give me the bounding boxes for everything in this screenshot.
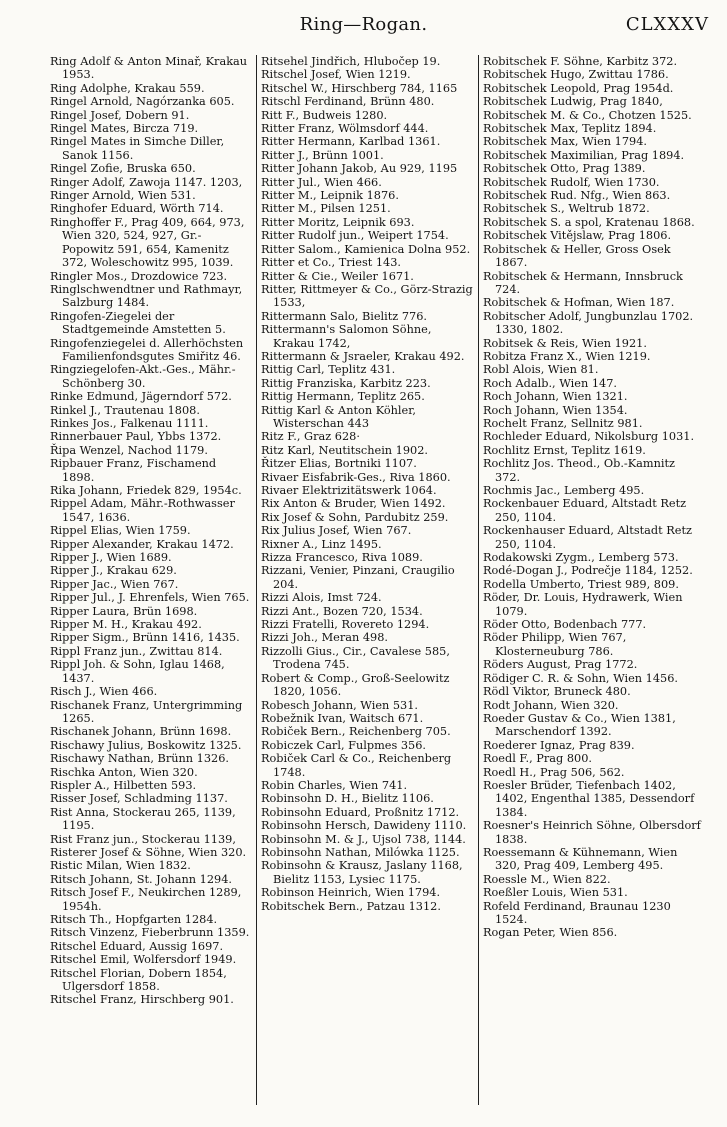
list-item: Roeßler Louis, Wien 531.	[483, 886, 628, 900]
list-item: Rischawy Julius, Boskowitz 1325.	[50, 738, 242, 752]
list-item: Rixner A., Linz 1495.	[261, 537, 382, 551]
list-item: Rödiger C. R. & Sohn, Wien 1456.	[483, 671, 679, 685]
column-1	[46, 55, 256, 1105]
list-item: Ritsch Johann, St. Johann 1294.	[50, 872, 233, 886]
list-item: Ritt F., Budweis 1280.	[261, 108, 388, 122]
list-item: Ringel Josef, Dobern 91.	[50, 108, 190, 122]
list-item: Ringel Mates in Simche Diller, Sanok 1156.	[50, 135, 228, 162]
list-item: Ring Adolf & Anton Minař, Krakau 1953.	[50, 55, 251, 82]
list-item: Ritschl Ferdinand, Brünn 480.	[261, 95, 435, 109]
list-item: Rodakowski Zygm., Lemberg 573.	[483, 551, 679, 565]
list-item: Röder Otto, Bodenbach 777.	[483, 618, 647, 632]
list-item: Ringer Arnold, Wien 531.	[50, 189, 196, 203]
list-item: Robinsohn M. & J., Ujsol 738, 1144.	[261, 832, 466, 846]
list-item: Rochleder Eduard, Nikolsburg 1031.	[483, 430, 695, 444]
list-item: Ringel Zofie, Bruska 650.	[50, 162, 196, 176]
list-item: Robl Alois, Wien 81.	[483, 363, 599, 377]
list-item: Rittig Karl & Anton Köhler, Wisterschan 443	[261, 403, 420, 430]
list-item: Rischanek Franz, Untergrimming 1265.	[50, 698, 246, 725]
list-item: Roeder Gustav & Co., Wien 1381, Marschendorf 1392.	[483, 711, 680, 739]
list-item: Robitschek F. Söhne, Karbitz 372.	[483, 55, 678, 68]
list-item: Rogan Peter, Wien 856.	[483, 926, 618, 940]
list-item: Ritter J., Brünn 1001.	[261, 148, 384, 162]
list-item: Robinsohn Nathan, Milówka 1125.	[261, 845, 460, 859]
list-item: Rockenhauser Eduard, Altstadt Retz 250, 1104.	[483, 524, 696, 551]
list-item: Rizzi Ant., Bozen 720, 1534.	[261, 604, 423, 618]
list-item: Robitschek S., Weltrub 1872.	[483, 202, 650, 216]
list-item: Rittig Hermann, Teplitz 265.	[261, 390, 425, 404]
list-item: Ripper M. H., Krakau 492.	[50, 618, 202, 632]
list-item: Ripbauer Franz, Fischamend 1898.	[50, 457, 220, 484]
list-item: Rodt Johann, Wien 320.	[483, 698, 619, 712]
list-item: Robitza Franz X., Wien 1219.	[483, 349, 651, 363]
list-item: Rippel Adam, Mähr.-Rothwasser 1547, 1636.	[50, 497, 239, 524]
list-item: Rinnerbauer Paul, Ybbs 1372.	[50, 430, 222, 444]
list-item: Rizza Francesco, Riva 1089.	[261, 551, 423, 565]
list-item: Ritz F., Graz 628·	[261, 430, 360, 444]
list-item: Robert & Comp., Groß-Seelowitz 1820, 1056.	[261, 671, 454, 699]
list-item: Rittermann & Jsraeler, Krakau 492.	[261, 349, 465, 363]
column-3	[479, 55, 707, 1105]
list-item: Ringofen-Ziegelei der Stadtgemeinde Amstetten 5.	[50, 309, 226, 337]
list-item: Ritter & Cie., Weiler 1671.	[261, 269, 414, 283]
list-item: Ringler Mos., Drozdowice 723.	[50, 269, 228, 283]
list-item: Rix Josef & Sohn, Pardubitz 259.	[261, 510, 449, 524]
list-item: Ritschel Eduard, Aussig 1697.	[50, 939, 224, 953]
list-item: Ringel Arnold, Nagórzanka 605.	[50, 95, 235, 109]
list-item: Roedl H., Prag 506, 562.	[483, 765, 625, 779]
list-item: Rochlitz Ernst, Teplitz 1619.	[483, 443, 646, 457]
list-item: Robesch Johann, Wien 531.	[261, 698, 419, 712]
list-item: Ritschel Emil, Wolfersdorf 1949.	[50, 953, 237, 967]
page-title: Ring—Rogan.	[299, 14, 428, 35]
list-item: Robitschek Bern., Patzau 1312.	[261, 899, 441, 913]
list-item: Robinsohn Hersch, Dawideny 1110.	[261, 819, 467, 833]
list-item: Ringhofer Eduard, Wörth 714.	[50, 202, 224, 216]
list-item: Ringziegelofen-Akt.-Ges., Mähr.-Schönberg 30.	[50, 363, 236, 390]
directory-columns	[46, 55, 707, 1105]
list-item: Rittermann Salo, Bielitz 776.	[261, 309, 428, 323]
list-item: Rödl Viktor, Bruneck 480.	[483, 685, 631, 699]
list-item: Roch Johann, Wien 1321.	[483, 390, 628, 404]
list-item: Ritschel Josef, Wien 1219.	[261, 68, 411, 82]
list-item: Ritter Salom., Kamienica Dolna 952.	[261, 242, 471, 256]
list-item: Řipa Wenzel, Nachod 1179.	[50, 443, 208, 457]
list-item: Robinson Heinrich, Wien 1794.	[261, 886, 441, 900]
list-item: Rodé-Dogan J., Podrečje 1184, 1252.	[483, 564, 693, 578]
list-item: Rippl Franz jun., Zwittau 814.	[50, 644, 223, 658]
list-item: Ritschel Franz, Hirschberg 901.	[50, 993, 234, 1007]
list-item: Robitscher Adolf, Jungbunzlau 1702. 1330, 1802.	[483, 309, 697, 337]
list-item: Robinsohn D. H., Bielitz 1106.	[261, 792, 434, 806]
list-item: Rischka Anton, Wien 320.	[50, 765, 198, 779]
list-item: Robinsohn Eduard, Proßnitz 1712.	[261, 805, 460, 819]
list-item: Rinkes Jos., Falkenau 1111.	[50, 416, 209, 430]
column-2	[256, 55, 479, 1105]
list-item: Robitschek Ludwig, Prag 1840,	[483, 95, 663, 109]
list-item: Risterer Josef & Söhne, Wien 320.	[50, 845, 247, 859]
list-item: Ritsch Vinzenz, Fieberbrunn 1359.	[50, 926, 250, 940]
list-item: Roch Adalb., Wien 147.	[483, 376, 617, 390]
list-item: Rittig Carl, Teplitz 431.	[261, 363, 396, 377]
list-item: Robežnik Ivan, Waitsch 671.	[261, 711, 424, 725]
list-item: Roessemann & Kühnemann, Wien 320, Prag 409, Lemberg 495.	[483, 845, 681, 873]
list-item: Ritsehel Jindřich, Hlubočep 19.	[261, 55, 441, 68]
list-item: Robitschek Vitějslaw, Prag 1806.	[483, 229, 672, 243]
list-item: Robiček Bern., Reichenberg 705.	[261, 725, 451, 739]
list-item: Robitschek Hugo, Zwittau 1786.	[483, 68, 669, 82]
list-item: Ritter Johann Jakob, Au 929, 1195	[261, 162, 458, 176]
list-item: Ripper Alexander, Krakau 1472.	[50, 537, 234, 551]
list-item: Rix Julius Josef, Wien 767.	[261, 524, 412, 538]
list-item: Risch J., Wien 466.	[50, 685, 158, 699]
list-item: Rix Anton & Bruder, Wien 1492.	[261, 497, 446, 511]
list-item: Robitschek & Heller, Gross Osek 1867.	[483, 242, 675, 270]
list-item: Röder, Dr. Louis, Hydrawerk, Wien 1079.	[483, 591, 687, 618]
list-item: Rivaer Eisfabrik-Ges., Riva 1860.	[261, 470, 451, 484]
list-item: Rochelt Franz, Sellnitz 981.	[483, 416, 643, 430]
list-item: Rochlitz Jos. Theod., Ob.-Kamnitz 372.	[483, 457, 679, 484]
list-item: Ripper J., Wien 1689.	[50, 551, 172, 565]
list-item: Rischanek Johann, Brünn 1698.	[50, 725, 232, 739]
list-item: Ritsch Th., Hopfgarten 1284.	[50, 913, 218, 926]
list-item: Řitzer Elias, Bortniki 1107.	[261, 457, 417, 471]
list-item: Rizzi Alois, Imst 724.	[261, 591, 382, 605]
list-item: Rockenbauer Eduard, Altstadt Retz 250, 1104.	[483, 497, 690, 524]
list-item: Rinkel J., Trautenau 1808.	[50, 403, 200, 417]
list-item: Ristic Milan, Wien 1832.	[50, 859, 191, 873]
list-item: Ringlschwendtner und Rathmayr, Salzburg 1484.	[50, 282, 246, 310]
list-item: Ripper Jul., J. Ehrenfels, Wien 765.	[50, 591, 250, 605]
list-item: Rizzi Joh., Meran 498.	[261, 631, 389, 645]
list-item: Robitschek & Hofman, Wien 187.	[483, 296, 675, 310]
list-item: Ringofenziegelei d. Allerhöchsten Familienfondsgutes Smiřitz 46.	[50, 336, 247, 363]
list-item: Roedl F., Prag 800.	[483, 752, 592, 766]
list-item: Roesler Brüder, Tiefenbach 1402, 1402, Engenthal 1385, Dessendorf 1384.	[483, 778, 698, 819]
list-item: Rist Anna, Stockerau 265, 1139, 1195.	[50, 805, 240, 833]
list-item: Robitschek Rud. Nfg., Wien 863.	[483, 189, 671, 203]
list-item: Roederer Ignaz, Prag 839.	[483, 738, 635, 752]
list-item: Roch Johann, Wien 1354.	[483, 403, 628, 417]
list-item: Rippel Elias, Wien 1759.	[50, 524, 191, 538]
list-item: Röder Philipp, Wien 767, Klosterneuburg 786.	[483, 631, 630, 658]
list-item: Rizzi Fratelli, Rovereto 1294.	[261, 618, 430, 632]
list-item: Robitschek M. & Co., Chotzen 1525.	[483, 108, 692, 122]
list-item: Ritter Hermann, Karlbad 1361.	[261, 135, 441, 149]
list-item: Rivaer Elektrizitätswerk 1064.	[261, 484, 437, 497]
list-item: Ritter et Co., Triest 143.	[261, 256, 402, 270]
list-item: Robitschek Max, Teplitz 1894.	[483, 122, 657, 136]
list-item: Robitschek Otto, Prag 1389.	[483, 162, 646, 176]
list-item: Ripper Laura, Brün 1698.	[50, 604, 198, 618]
list-item: Ritter Rudolf jun., Weipert 1754.	[261, 229, 449, 243]
list-item: Ritter, Rittmeyer & Co., Görz-Strazig 1533,	[261, 282, 477, 310]
list-item: Ring Adolphe, Krakau 559.	[50, 81, 205, 95]
list-item: Ritter Franz, Wölmsdorf 444.	[261, 122, 429, 136]
list-item: Rist Franz jun., Stockerau 1139,	[50, 832, 236, 846]
list-item: Ripper Sigm., Brünn 1416, 1435.	[50, 631, 240, 645]
list-item: Ritter M., Pilsen 1251.	[261, 202, 391, 216]
list-item: Robiček Carl & Co., Reichenberg 1748.	[261, 752, 455, 779]
page-header	[0, 10, 727, 44]
list-item: Ritsch Josef F., Neukirchen 1289, 1954h.	[50, 886, 245, 913]
list-item: Roesner's Heinrich Söhne, Olbersdorf 1838.	[483, 819, 705, 846]
list-item: Robiczek Carl, Fulpmes 356.	[261, 738, 427, 752]
list-item: Risser Josef, Schladming 1137.	[50, 792, 228, 806]
list-item: Rischawy Nathan, Brünn 1326.	[50, 752, 229, 766]
list-item: Robitsek & Reis, Wien 1921.	[483, 336, 647, 350]
list-item: Ringhoffer F., Prag 409, 664, 973, Wien 320, 524, 927, Gr.-Popowitz 591, 654, Kamenitz 372, Woleschowitz 995, 1039.	[50, 215, 249, 270]
list-item: Robitschek Rudolf, Wien 1730.	[483, 175, 660, 189]
list-item: Robitschek & Hermann, Innsbruck 724.	[483, 269, 687, 296]
list-item: Rochmis Jac., Lemberg 495.	[483, 484, 645, 497]
list-item: Robitschek Leopold, Prag 1954d.	[483, 81, 674, 95]
list-item: Röders August, Prag 1772.	[483, 658, 638, 672]
list-item: Rizzolli Gius., Cir., Cavalese 585, Trodena 745.	[261, 644, 454, 672]
list-item: Robitschek S. a spol, Kratenau 1868.	[483, 215, 695, 229]
list-item: Ritter Moritz, Leipnik 693.	[261, 215, 415, 229]
list-item: Robinsohn & Krausz, Jaslany 1168, Bielitz 1153, Lysiec 1175.	[261, 859, 467, 886]
list-item: Rika Johann, Friedek 829, 1954c.	[50, 484, 242, 497]
list-item: Robin Charles, Wien 741.	[261, 778, 408, 792]
list-item: Ripper J., Krakau 629.	[50, 564, 177, 578]
list-item: Rodella Umberto, Triest 989, 809.	[483, 577, 679, 591]
list-item: Rinke Edmund, Jägerndorf 572.	[50, 390, 232, 404]
list-item: Rizzani, Venier, Pinzani, Craugilio 204.	[261, 564, 459, 591]
list-item: Rippl Joh. & Sohn, Iglau 1468, 1437.	[50, 658, 229, 685]
list-item: Ritz Karl, Neutitschein 1902.	[261, 443, 429, 457]
list-item: Rofeld Ferdinand, Braunau 1230 1524.	[483, 899, 675, 926]
list-item: Robitschek Max, Wien 1794.	[483, 135, 647, 149]
list-item: Roessle M., Wien 822.	[483, 872, 611, 886]
list-item: Ritter M., Leipnik 1876.	[261, 189, 399, 203]
list-item: Rittermann's Salomon Söhne, Krakau 1742,	[261, 323, 436, 350]
list-item: Rispler A., Hilbetten 593.	[50, 778, 197, 792]
list-item: Robitschek Maximilian, Prag 1894.	[483, 148, 685, 162]
list-item: Ringel Mates, Bircza 719.	[50, 122, 199, 136]
list-item: Ripper Jac., Wien 767.	[50, 577, 179, 591]
list-item: Ritter Jul., Wien 466.	[261, 175, 382, 189]
list-item: Ritschel W., Hirschberg 784, 1165	[261, 81, 458, 95]
list-item: Rittig Franziska, Karbitz 223.	[261, 376, 431, 390]
page-number: CLXXXV	[625, 14, 709, 35]
list-item: Ritschel Florian, Dobern 1854, Ulgersdorf 1858.	[50, 966, 231, 994]
list-item: Ringer Adolf, Zawoja 1147. 1203,	[50, 175, 243, 189]
